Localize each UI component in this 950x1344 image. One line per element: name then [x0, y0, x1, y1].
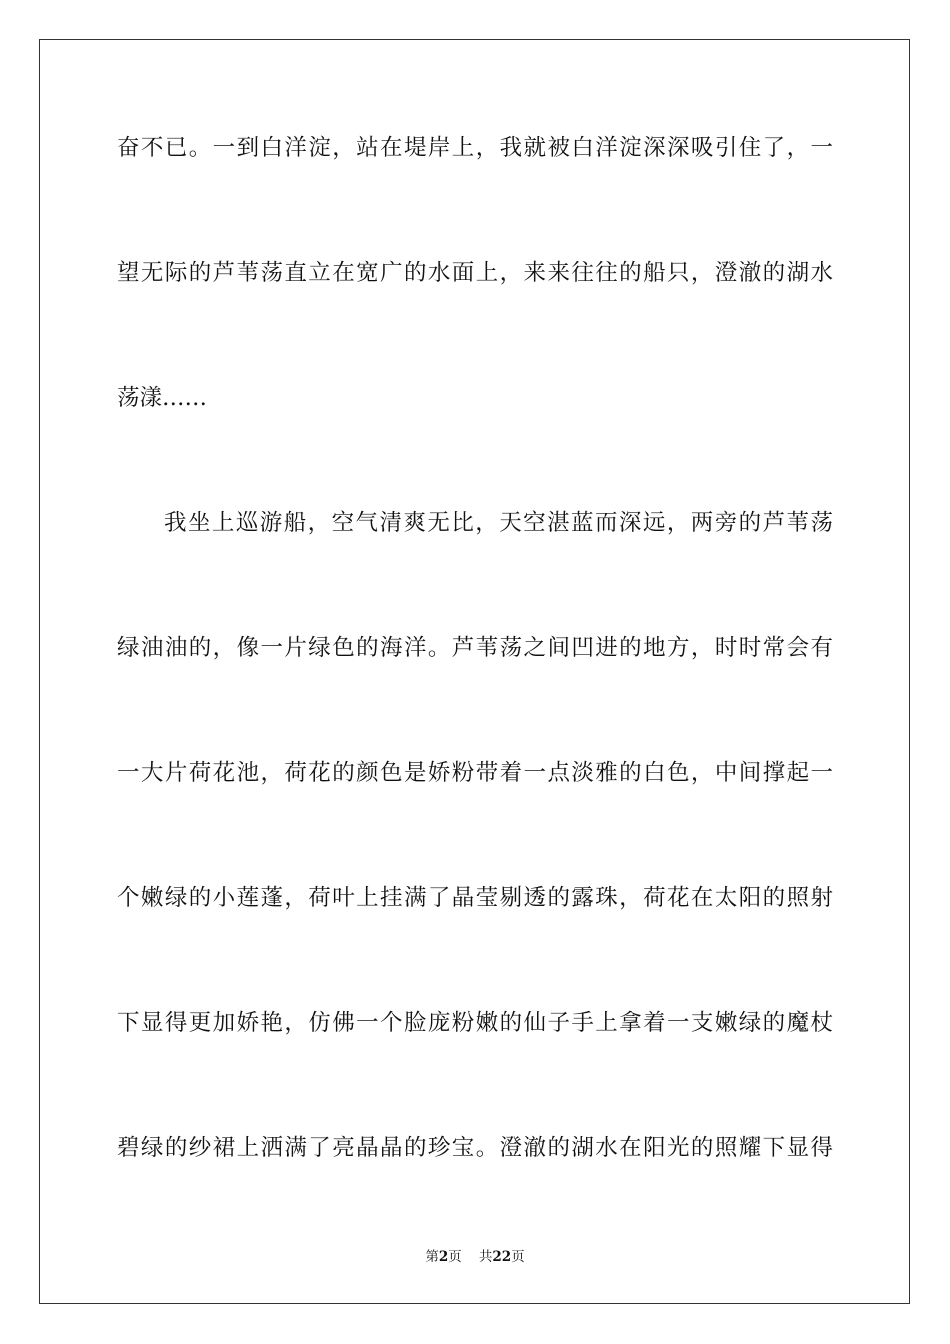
total-prefix: 共	[478, 1249, 493, 1265]
page-suffix: 页	[448, 1249, 462, 1265]
paragraph-line: 绿油油的，像一片绿色的海洋。芦苇荡之间凹进的地方，时时常会有	[117, 635, 833, 661]
paragraph-line: 望无际的芦苇荡直立在宽广的水面上，来来往往的船只，澄澈的湖水	[117, 260, 833, 286]
page-prefix: 第	[425, 1249, 439, 1265]
total-pages: 22	[492, 1249, 512, 1265]
paragraph-line: 荡漾……	[117, 385, 208, 411]
total-suffix: 页	[511, 1249, 525, 1265]
page-border	[39, 39, 910, 1304]
page-number: 2	[438, 1249, 449, 1265]
page-footer	[0, 1248, 950, 1266]
paragraph-line: 我坐上巡游船，空气清爽无比，天空湛蓝而深远，两旁的芦苇荡	[164, 510, 833, 536]
paragraph-line: 下显得更加娇艳，仿佛一个脸庞粉嫩的仙子手上拿着一支嫩绿的魔杖	[117, 1010, 833, 1036]
paragraph-line: 个嫩绿的小莲蓬，荷叶上挂满了晶莹剔透的露珠，荷花在太阳的照射	[117, 885, 833, 911]
paragraph-line: 一大片荷花池，荷花的颜色是娇粉带着一点淡雅的白色，中间撑起一	[117, 760, 833, 786]
paragraph-line: 碧绿的纱裙上洒满了亮晶晶的珍宝。澄澈的湖水在阳光的照耀下显得	[117, 1135, 833, 1161]
paragraph-line: 奋不已。一到白洋淀，站在堤岸上，我就被白洋淀深深吸引住了，一	[117, 135, 833, 161]
